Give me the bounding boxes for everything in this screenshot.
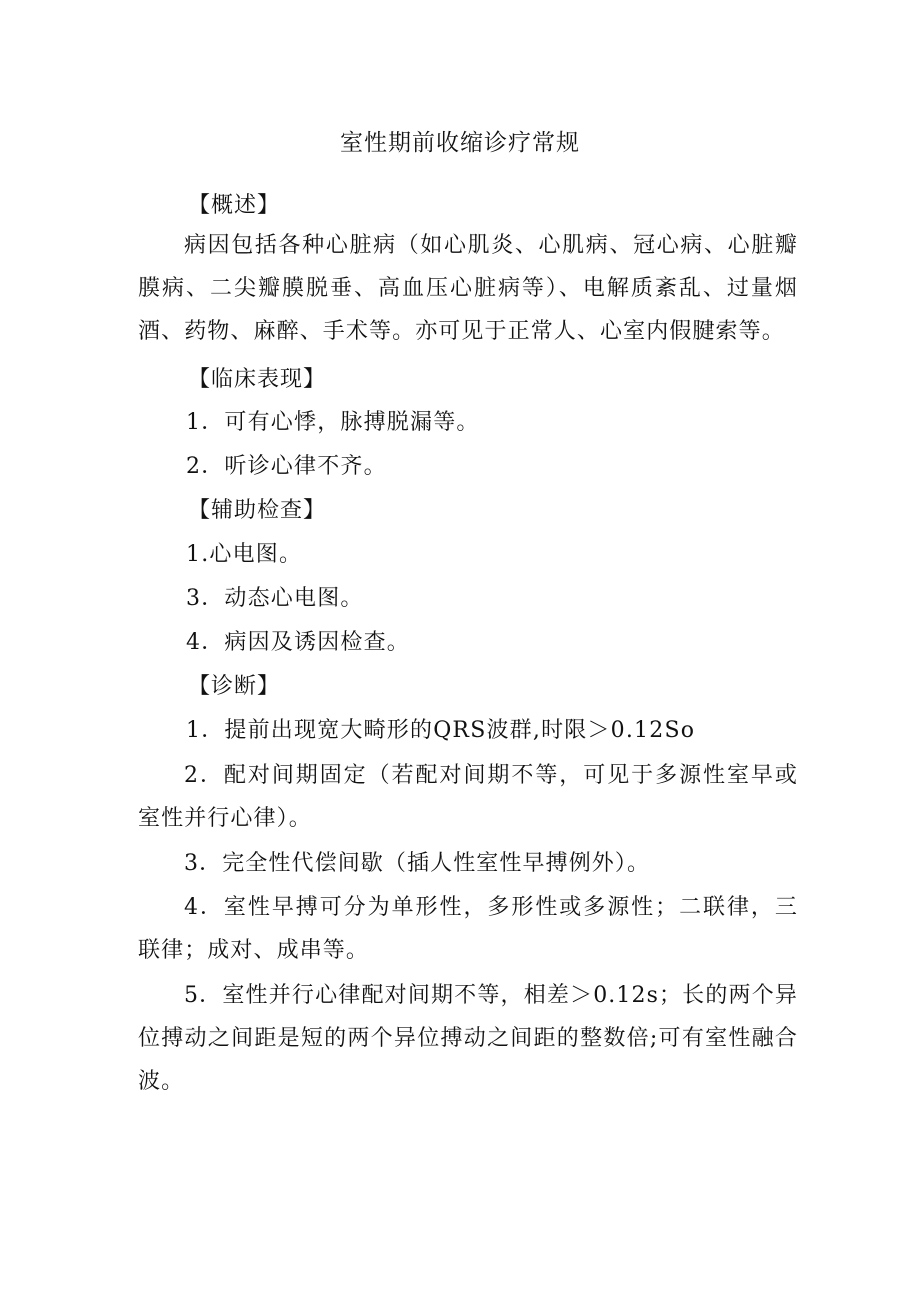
auxiliary-item-1: 1.心电图。 (186, 542, 303, 567)
overview-paragraph: 病因包括各种心脏病（如心肌炎、心肌病、冠心病、心脏瓣膜病、二尖瓣膜脱垂、高血压心脏病等）、电解质紊乱、过量烟酒、药物、麻醉、手术等。亦可见于正常人、心室内假腱索等。 (138, 233, 798, 344)
clinical-item-2: 2．听诊心律不齐。 (186, 454, 387, 479)
overview-heading: 【概述】 (188, 193, 281, 218)
diagnosis-heading: 【诊断】 (188, 674, 281, 699)
clinical-heading: 【临床表现】 (188, 367, 327, 392)
auxiliary-item-2: 3．动态心电图。 (186, 586, 364, 611)
diagnosis-item-2: 2．配对间期固定（若配对间期不等，可见于多源性室早或室性并行心律）。 (138, 763, 798, 831)
diagnosis-item-3: 3．完全性代偿间歇（插人性室性早搏例外）。 (184, 851, 651, 876)
clinical-item-1: 1．可有心悸，脉搏脱漏等。 (186, 410, 480, 435)
diagnosis-item-5: 5．室性并行心律配对间期不等，相差＞0.12s；长的两个异位搏动之间距是短的两个异位搏动之间距的整数倍;可有室性融合波。 (138, 983, 798, 1094)
document-title: 室性期前收缩诊疗常规 (340, 130, 580, 156)
auxiliary-item-3: 4．病因及诱因检查。 (186, 630, 410, 655)
auxiliary-heading: 【辅助检查】 (188, 498, 327, 523)
diagnosis-item-1: 1．提前出现宽大畸形的QRS波群,时限＞0.12So (186, 718, 696, 743)
diagnosis-item-4: 4．室性早搏可分为单形性，多形性或多源性；二联律，三联律；成对、成串等。 (138, 895, 798, 963)
